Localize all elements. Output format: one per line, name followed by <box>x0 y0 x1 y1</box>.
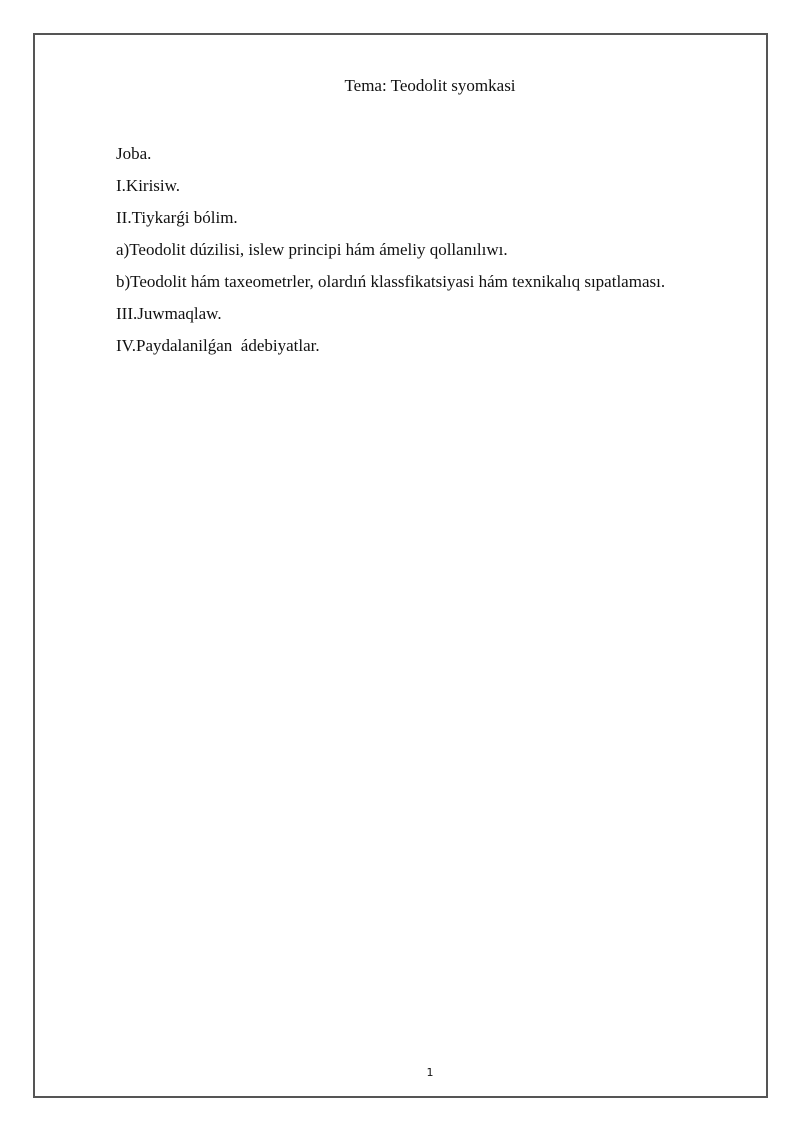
plan-item: a)Teodolit dúzilisi, islew principi hám ámeliy qollanılıwı. <box>116 240 508 259</box>
plan-item: I.Kirisiw. <box>116 176 181 195</box>
plan-list <box>116 143 665 367</box>
page-number: 1 <box>426 1066 434 1079</box>
page-title: Tema: Teodolit syomkasi <box>344 76 516 95</box>
plan-item: II.Tiykarǵi bólim. <box>116 208 238 227</box>
plan-item: b)Teodolit hám taxeometrler, olardıń klassfikatsiyasi hám texnikalıq sıpatlaması. <box>116 272 666 291</box>
plan-item: IV.Paydalanilǵan ádebiyatlar. <box>116 336 320 355</box>
plan-heading: Joba. <box>116 144 152 163</box>
plan-item: III.Juwmaqlaw. <box>116 304 222 323</box>
